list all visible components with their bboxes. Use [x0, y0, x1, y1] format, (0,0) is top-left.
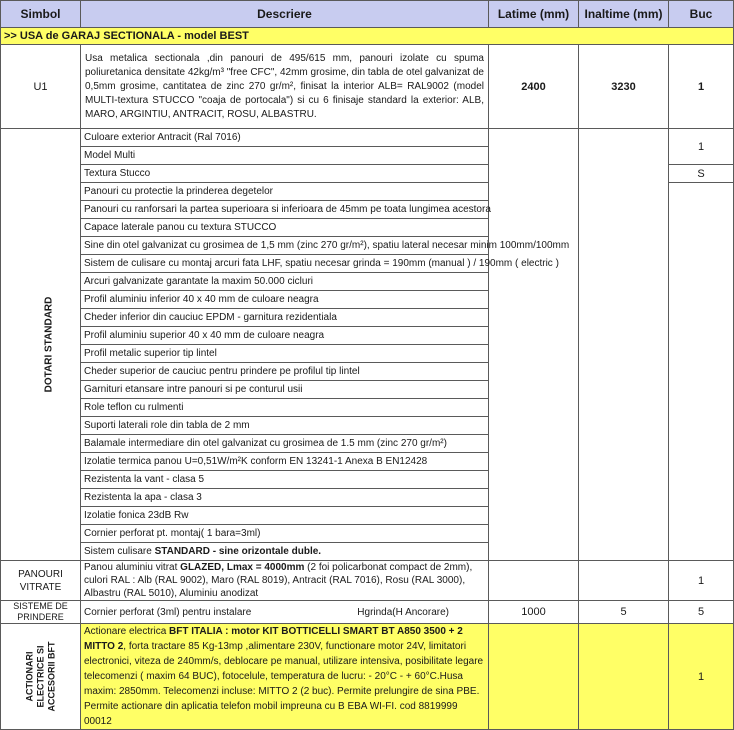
header-descriere: Descriere: [81, 1, 489, 28]
dotari-buc-empty: [669, 183, 734, 561]
section-row: [1, 28, 734, 45]
dotari-label: DOTARI STANDARD: [1, 129, 81, 561]
panouri-label: PANOURI VITRATE: [1, 561, 81, 601]
dotari-item: Sine din otel galvanizat cu grosimea de 1,5 mm (zinc 270 gr/m²), spatiu lateral necesar minim 100mm/100mm: [81, 237, 489, 255]
u1-latime: 2400: [489, 45, 579, 129]
dotari-item: Panouri cu ranforsari la partea superioara si inferioara de 45mm pe toata lungimea acestora: [81, 201, 489, 219]
sisteme-latime: 1000: [489, 601, 579, 624]
sisteme-inaltime: 5: [579, 601, 669, 624]
section-title: >> USA de GARAJ SECTIONALA - model BEST: [1, 28, 734, 45]
u1-buc: 1: [669, 45, 734, 129]
dotari-item: Model Multi: [81, 147, 489, 165]
u1-row: [1, 45, 734, 129]
dotari-item: Panouri cu protectie la prinderea degetelor: [81, 183, 489, 201]
sisteme-descriere: Cornier perforat (3ml) pentru instalare Hgrinda(H Ancorare): [81, 601, 489, 624]
dotari-item: Textura Stucco: [81, 165, 489, 183]
dotari-row: [1, 129, 734, 147]
header-row: [1, 1, 734, 28]
header-simbol: Simbol: [1, 1, 81, 28]
dotari-item: Izolatie fonica 23dB Rw: [81, 507, 489, 525]
dotari-item-last: Sistem culisare STANDARD - sine orizontale duble.: [81, 543, 489, 561]
dotari-buc-1: 1: [669, 129, 734, 165]
dotari-item: Garnituri etansare intre panouri si pe conturul usii: [81, 381, 489, 399]
sisteme-buc: 5: [669, 601, 734, 624]
sisteme-row: [1, 601, 734, 624]
panouri-row: [1, 561, 734, 601]
header-latime: Latime (mm): [489, 1, 579, 28]
dotari-item: Suporti laterali role din tabla de 2 mm: [81, 417, 489, 435]
dotari-item: Balamale intermediare din otel galvanizat cu grosimea de 1.5 mm (zinc 270 gr/m²): [81, 435, 489, 453]
header-inaltime: Inaltime (mm): [579, 1, 669, 28]
dotari-item: Cheder inferior din cauciuc EPDM - garnitura rezidentiala: [81, 309, 489, 327]
dotari-item: Izolatie termica panou U=0,51W/m²K conform EN 13241-1 Anexa B EN12428: [81, 453, 489, 471]
dotari-item: Rezistenta la apa - clasa 3: [81, 489, 489, 507]
dotari-item: Capace laterale panou cu textura STUCCO: [81, 219, 489, 237]
dotari-inaltime-cell: [579, 129, 669, 561]
actionari-descriere: Actionare electrica BFT ITALIA : motor KIT BOTTICELLI SMART BT A850 3500 + 2 MITTO 2, forta tractare 85 Kg-13mp ,alimentare 230V, functionare motor 24V, limitatori electronici, viteza de 240mm/s, deblocare pe manual, utilizare intensiva, posibilitate legare telecomenzi ( maxim 64 BUC), fotocelule, temperatura de lucru: - 20°C - + 60°C.Husa maxim: 2850mm. Telecomenzi incluse: MITTO 2 (2 buc). Permite prelungire de sina PBE. Permite actionare din aplicatia telefon mobil impreuna cu B EBA WI-FI. cod 8819999 00012: [81, 624, 489, 730]
panouri-descriere: Panou aluminiu vitrat GLAZED, Lmax = 4000mm (2 foi policarbonat compact de 2mm), culori RAL : Alb (RAL 9002), Maro (RAL 8019), Antracit (RAL 7016), Rosu (RAL 3000), Albastru (RAL 5010), Aluminiu anodizat: [81, 561, 489, 601]
dotari-item: Sistem de culisare cu montaj arcuri fata LHF, spatiu necesar grinda = 190mm (manual ) / 190mm ( electric ): [81, 255, 489, 273]
dotari-item: Cornier perforat pt. montaj( 1 bara=3ml): [81, 525, 489, 543]
dotari-item: Profil aluminiu superior 40 x 40 mm de culoare neagra: [81, 327, 489, 345]
header-buc: Buc: [669, 1, 734, 28]
dotari-item: Culoare exterior Antracit (Ral 7016): [81, 129, 489, 147]
panouri-latime: [489, 561, 579, 601]
dotari-item: Rezistenta la vant - clasa 5: [81, 471, 489, 489]
u1-inaltime: 3230: [579, 45, 669, 129]
dotari-item: Arcuri galvanizate garantate la maxim 50.000 cicluri: [81, 273, 489, 291]
dotari-latime-cell: [489, 129, 579, 561]
actionari-buc: 1: [669, 624, 734, 730]
panouri-inaltime: [579, 561, 669, 601]
u1-simbol: U1: [1, 45, 81, 129]
actionari-inaltime: [579, 624, 669, 730]
dotari-buc-s: S: [669, 165, 734, 183]
actionari-latime: [489, 624, 579, 730]
panouri-buc: 1: [669, 561, 734, 601]
dotari-item: Cheder superior de cauciuc pentru prindere pe profilul tip lintel: [81, 363, 489, 381]
u1-descriere: Usa metalica sectionala ,din panouri de 495/615 mm, panouri izolate cu spuma poliuretanica densitate 42kg/m³ "free CFC", 42mm grosime, din tabla de otel galvanizat de 0,5mm grosime, cantitatea de zinc 270 gr/m², finisat la interior ALB= RAL9002 (model MULTI-textura STUCCO "coaja de portocala") si cu 6 finisaje standard la exterior: ALB, MARO, ARGINTIU, ANTRACIT, ROSU, ALBASTRU.: [81, 45, 489, 129]
dotari-item: Profil aluminiu inferior 40 x 40 mm de culoare neagra: [81, 291, 489, 309]
actionari-label: ACTIONARI ELECTRICE SI ACCESORII BFT: [1, 624, 81, 730]
sisteme-hgrinda: Hgrinda(H Ancorare): [357, 606, 449, 618]
dotari-item: Role teflon cu rulmenti: [81, 399, 489, 417]
dotari-item: Profil metalic superior tip lintel: [81, 345, 489, 363]
actionari-row: [1, 624, 734, 730]
sisteme-label: SISTEME DE PRINDERE: [1, 601, 81, 624]
